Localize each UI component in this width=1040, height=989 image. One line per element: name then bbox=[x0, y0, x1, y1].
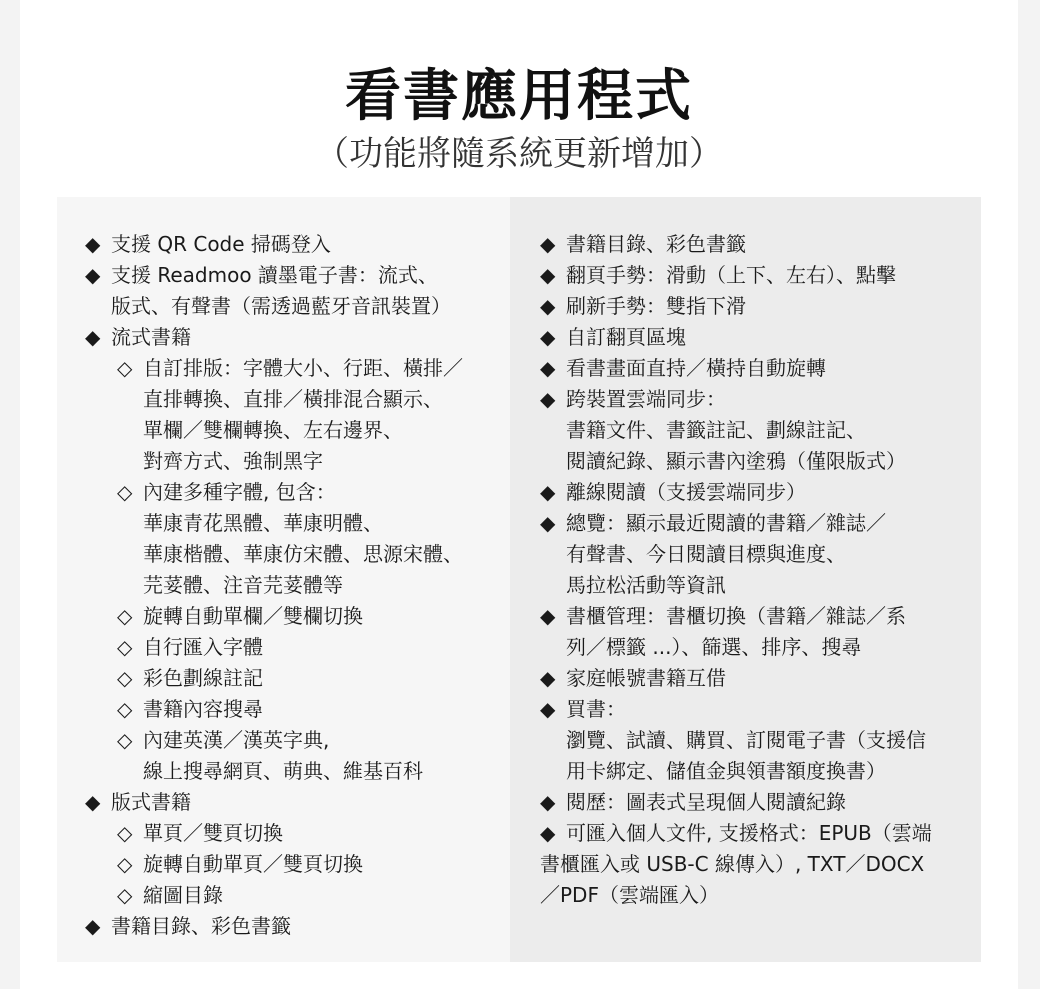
feature-text: 芫荽體、注音芫荽體等 bbox=[143, 573, 343, 597]
feature-text: 家庭帳號書籍互借 bbox=[566, 666, 726, 690]
diamond-filled-icon: ◆ bbox=[540, 356, 556, 380]
left-feature-column bbox=[57, 197, 510, 962]
diamond-filled-icon: ◆ bbox=[540, 480, 556, 504]
feature-item-continuation bbox=[85, 384, 510, 415]
feature-item-continuation bbox=[85, 291, 510, 322]
feature-text: 支援 QR Code 掃碼登入 bbox=[111, 232, 331, 256]
diamond-outline-icon: ◇ bbox=[117, 697, 133, 721]
diamond-filled-icon: ◆ bbox=[540, 232, 556, 256]
sub-feature-item bbox=[85, 632, 510, 663]
diamond-filled-icon: ◆ bbox=[540, 325, 556, 349]
feature-item-continuation bbox=[540, 570, 981, 601]
feature-text: 單欄／雙欄轉換、左右邊界、 bbox=[143, 418, 403, 442]
diamond-filled-icon: ◆ bbox=[540, 387, 556, 411]
diamond-filled-icon: ◆ bbox=[540, 666, 556, 690]
feature-item bbox=[85, 787, 510, 818]
feature-text: 瀏覽、試讀、購買、訂閱電子書（支援信 bbox=[566, 728, 926, 752]
feature-text: 用卡綁定、儲值金與領書額度換書） bbox=[566, 759, 886, 783]
feature-item bbox=[85, 229, 510, 260]
feature-text: 內建英漢／漢英字典, bbox=[143, 728, 330, 752]
feature-item bbox=[540, 787, 981, 818]
feature-text: 對齊方式、強制黑字 bbox=[143, 449, 323, 473]
diamond-outline-icon: ◇ bbox=[117, 356, 133, 380]
feature-item-continuation bbox=[540, 756, 981, 787]
feature-item bbox=[540, 694, 981, 725]
sub-feature-item bbox=[85, 694, 510, 725]
diamond-filled-icon: ◆ bbox=[540, 604, 556, 628]
feature-text: 版式書籍 bbox=[111, 790, 191, 814]
diamond-outline-icon: ◇ bbox=[117, 852, 133, 876]
diamond-outline-icon: ◇ bbox=[117, 728, 133, 752]
sub-feature-item bbox=[85, 880, 510, 911]
feature-text: 華康楷體、華康仿宋體、思源宋體、 bbox=[143, 542, 463, 566]
feature-text: 閱讀紀錄、顯示書內塗鴉（僅限版式） bbox=[566, 449, 906, 473]
feature-text: 版式、有聲書（需透過藍牙音訊裝置） bbox=[111, 294, 451, 318]
sub-feature-item bbox=[85, 601, 510, 632]
feature-text: 有聲書、今日閱讀目標與進度、 bbox=[566, 542, 846, 566]
sub-feature-item bbox=[85, 663, 510, 694]
diamond-filled-icon: ◆ bbox=[540, 294, 556, 318]
feature-text: 旋轉自動單頁／雙頁切換 bbox=[143, 852, 363, 876]
feature-item-continuation bbox=[85, 415, 510, 446]
feature-text: 書籍內容搜尋 bbox=[143, 697, 263, 721]
feature-item bbox=[85, 260, 510, 291]
diamond-filled-icon: ◆ bbox=[540, 511, 556, 535]
feature-item bbox=[540, 384, 981, 415]
feature-item bbox=[540, 229, 981, 260]
feature-item bbox=[540, 601, 981, 632]
feature-text: 自行匯入字體 bbox=[143, 635, 263, 659]
feature-text: 內建多種字體, 包含： bbox=[143, 480, 336, 504]
diamond-filled-icon: ◆ bbox=[85, 790, 101, 814]
diamond-filled-icon: ◆ bbox=[540, 263, 556, 287]
diamond-filled-icon: ◆ bbox=[540, 790, 556, 814]
feature-text: 直排轉換、直排／橫排混合顯示、 bbox=[143, 387, 443, 411]
diamond-filled-icon: ◆ bbox=[85, 232, 101, 256]
feature-item-continuation bbox=[85, 756, 510, 787]
feature-item bbox=[540, 508, 981, 539]
page-subtitle: （功能將隨系統更新增加） bbox=[315, 134, 723, 174]
right-feature-column bbox=[510, 197, 981, 962]
diamond-filled-icon: ◆ bbox=[540, 821, 556, 845]
diamond-outline-icon: ◇ bbox=[117, 666, 133, 690]
diamond-outline-icon: ◇ bbox=[117, 635, 133, 659]
feature-text: 買書： bbox=[566, 697, 626, 721]
feature-item-continuation bbox=[540, 632, 981, 663]
feature-text: 離線閱讀（支援雲端同步） bbox=[566, 480, 806, 504]
feature-item bbox=[540, 477, 981, 508]
diamond-filled-icon: ◆ bbox=[540, 697, 556, 721]
feature-item bbox=[85, 322, 510, 353]
feature-text: 書籍目錄、彩色書籤 bbox=[566, 232, 746, 256]
sub-feature-item bbox=[85, 725, 510, 756]
feature-text: 書櫃匯入或 USB-C 線傳入）, TXT／DOCX bbox=[540, 852, 925, 876]
feature-text: 書籍目錄、彩色書籤 bbox=[111, 914, 291, 938]
feature-item-continuation bbox=[540, 415, 981, 446]
diamond-outline-icon: ◇ bbox=[117, 821, 133, 845]
sub-feature-item bbox=[85, 353, 510, 384]
feature-item-continuation bbox=[540, 446, 981, 477]
feature-item-continuation bbox=[540, 539, 981, 570]
diamond-outline-icon: ◇ bbox=[117, 883, 133, 907]
feature-item-continuation bbox=[540, 849, 981, 880]
feature-item bbox=[540, 322, 981, 353]
feature-item bbox=[85, 911, 510, 942]
feature-text: 總覽：顯示最近閱讀的書籍／雜誌／ bbox=[566, 511, 886, 535]
diamond-outline-icon: ◇ bbox=[117, 480, 133, 504]
feature-item-continuation bbox=[85, 446, 510, 477]
feature-item bbox=[540, 663, 981, 694]
page-title: 看書應用程式 bbox=[345, 64, 693, 129]
diamond-filled-icon: ◆ bbox=[85, 325, 101, 349]
feature-item-continuation bbox=[85, 508, 510, 539]
feature-text: 馬拉松活動等資訊 bbox=[566, 573, 726, 597]
feature-item-continuation bbox=[540, 880, 981, 911]
feature-text: 自訂翻頁區塊 bbox=[566, 325, 686, 349]
feature-text: 可匯入個人文件, 支援格式：EPUB（雲端 bbox=[566, 821, 932, 845]
diamond-outline-icon: ◇ bbox=[117, 604, 133, 628]
feature-text: 自訂排版：字體大小、行距、橫排／ bbox=[143, 356, 463, 380]
sub-feature-item bbox=[85, 477, 510, 508]
feature-text: 列／標籤 ...）、篩選、排序、搜尋 bbox=[566, 635, 862, 659]
sub-feature-item bbox=[85, 849, 510, 880]
feature-text: 縮圖目錄 bbox=[143, 883, 223, 907]
feature-text: 閱歷：圖表式呈現個人閱讀紀錄 bbox=[566, 790, 846, 814]
feature-item bbox=[540, 353, 981, 384]
feature-text: 華康青花黑體、華康明體、 bbox=[143, 511, 383, 535]
feature-text: 支援 Readmoo 讀墨電子書：流式、 bbox=[111, 263, 438, 287]
feature-text: 翻頁手勢：滑動（上下、左右）、點擊 bbox=[566, 263, 896, 287]
feature-item bbox=[540, 260, 981, 291]
feature-item-continuation bbox=[540, 725, 981, 756]
feature-text: 刷新手勢：雙指下滑 bbox=[566, 294, 746, 318]
feature-text: 書櫃管理：書櫃切換（書籍／雜誌／系 bbox=[566, 604, 906, 628]
sub-feature-item bbox=[85, 818, 510, 849]
feature-text: 看書畫面直持／橫持自動旋轉 bbox=[566, 356, 826, 380]
feature-text: 旋轉自動單欄／雙欄切換 bbox=[143, 604, 363, 628]
feature-text: 流式書籍 bbox=[111, 325, 191, 349]
feature-text: 線上搜尋網頁、萌典、維基百科 bbox=[143, 759, 423, 783]
feature-item-continuation bbox=[85, 570, 510, 601]
diamond-filled-icon: ◆ bbox=[85, 263, 101, 287]
feature-item-continuation bbox=[85, 539, 510, 570]
feature-text: 單頁／雙頁切換 bbox=[143, 821, 283, 845]
feature-text: 彩色劃線註記 bbox=[143, 666, 263, 690]
feature-item bbox=[540, 818, 981, 849]
feature-text: ／PDF（雲端匯入） bbox=[540, 883, 719, 907]
feature-item bbox=[540, 291, 981, 322]
diamond-filled-icon: ◆ bbox=[85, 914, 101, 938]
feature-text: 書籍文件、書籤註記、劃線註記、 bbox=[566, 418, 866, 442]
feature-text: 跨裝置雲端同步： bbox=[566, 387, 726, 411]
feature-sheet bbox=[20, 0, 1018, 989]
